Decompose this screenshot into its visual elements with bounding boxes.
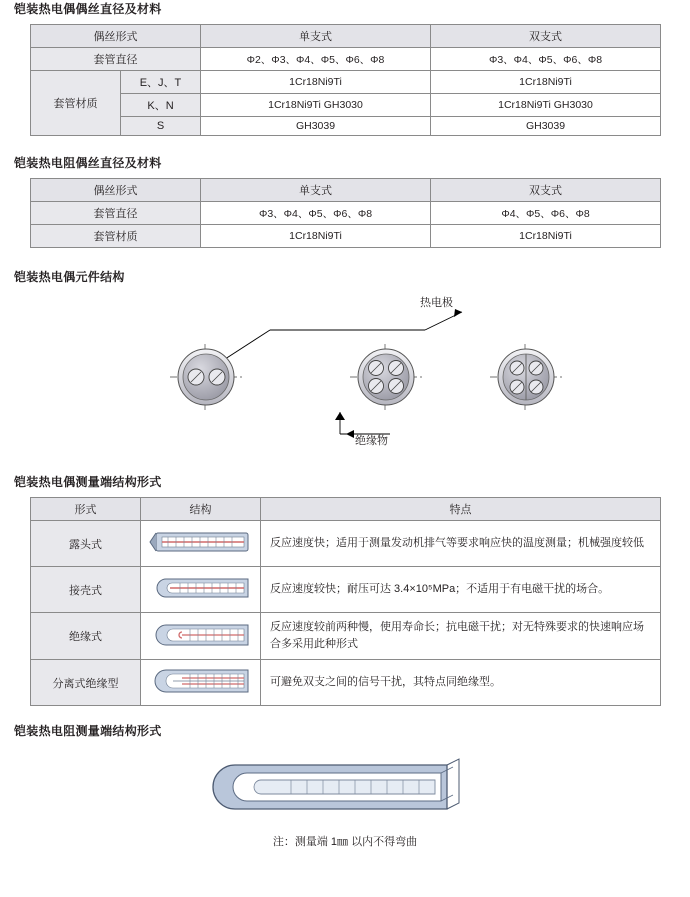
- figure-label-insulation: 绝缘物: [355, 435, 388, 447]
- table3-row2-type: 绝缘式: [31, 613, 141, 660]
- table1-row0-double: Φ3、Φ4、Φ5、Φ6、Φ8: [431, 48, 661, 71]
- table-measuring-end: [30, 497, 661, 706]
- table3-row1-desc: 反应速度较快；耐压可达 3.4×10⁵MPa；不适用于有电磁干扰的场合。: [261, 567, 661, 613]
- table3-row1-type: 接壳式: [31, 567, 141, 613]
- table-row: [31, 117, 661, 136]
- table-row: [31, 48, 661, 71]
- table2-header-2: 双支式: [431, 179, 661, 202]
- figure-exposed-junction: [141, 521, 261, 567]
- table-row: [31, 179, 661, 202]
- table2-row1-label: 套管材质: [31, 225, 201, 248]
- table1-row1-single: 1Cr18Ni9Ti: [201, 71, 431, 94]
- table1-row1-double: 1Cr18Ni9Ti: [431, 71, 661, 94]
- table3-row3-desc: 可避免双支之间的信号干扰，其特点同绝缘型。: [261, 660, 661, 706]
- table3-row3-type: 分离式绝缘型: [31, 660, 141, 706]
- table1-row0-single: Φ2、Φ3、Φ4、Φ5、Φ6、Φ8: [201, 48, 431, 71]
- section-thermocouple-wire: [0, 0, 690, 136]
- figure-grounded-junction: [141, 567, 261, 613]
- table2-row0-single: Φ3、Φ4、Φ5、Φ6、Φ8: [201, 202, 431, 225]
- cross-section-4-wire-separated: [490, 344, 562, 410]
- table3-header-2: 特点: [261, 498, 661, 521]
- rtd-note: 注：测量端 1㎜ 以内不得弯曲: [272, 836, 418, 849]
- figure-element-structure: [30, 292, 660, 467]
- table1-material-label: 套管材质: [31, 71, 121, 136]
- table3-row2-desc: 反应速度较前两种慢，使用寿命长；抗电磁干扰；对无特殊要求的快速响应场合多采用此种形式: [261, 613, 661, 660]
- table-row: [31, 567, 661, 613]
- table-row: [31, 71, 661, 94]
- grounded-junction-svg: [146, 571, 256, 605]
- table2-header-1: 单支式: [201, 179, 431, 202]
- table-row: [31, 94, 661, 117]
- table-row: [31, 613, 661, 660]
- cross-section-4-wire: [350, 344, 422, 410]
- table1-header-0: 偶丝形式: [31, 25, 201, 48]
- exposed-junction-svg: [146, 525, 256, 559]
- figure-rtd-measuring-end: [195, 747, 495, 827]
- section-title-3: 铠装热电偶元件结构: [14, 270, 125, 284]
- table1-row0-label: 套管直径: [31, 48, 201, 71]
- separated-insulated-junction-svg: [146, 664, 256, 698]
- figure-insulated-junction: [141, 613, 261, 660]
- table2-header-0: 偶丝形式: [31, 179, 201, 202]
- table-row: [31, 25, 661, 48]
- table1-row3-double: GH3039: [431, 117, 661, 136]
- section-title-5: 铠装热电阻测量端结构形式: [14, 724, 162, 739]
- table-row: [31, 498, 661, 521]
- section-title-1: 铠装热电偶偶丝直径及材料: [14, 2, 162, 16]
- table3-header-1: 结构: [141, 498, 261, 521]
- table1-row2-single: 1Cr18Ni9Ti GH3030: [201, 94, 431, 117]
- section-rtd-wire: [0, 154, 690, 248]
- section-measuring-end: [0, 473, 690, 706]
- rtd-measuring-end-svg: [195, 747, 495, 827]
- cross-section-2-wire: [170, 344, 242, 410]
- element-structure-svg: [30, 292, 660, 467]
- table3-row0-desc: 反应速度快；适用于测量发动机排气等要求响应快的温度测量；机械强度较低: [261, 521, 661, 567]
- table2-row1-single: 1Cr18Ni9Ti: [201, 225, 431, 248]
- section-element-structure: [0, 268, 690, 467]
- table-row: [31, 521, 661, 567]
- table-rtd-wire: [30, 178, 661, 248]
- table2-row0-label: 套管直径: [31, 202, 201, 225]
- table-row: [31, 225, 661, 248]
- table1-row3-sub: S: [121, 117, 201, 136]
- table-thermocouple-wire: [30, 24, 661, 136]
- table-row: [31, 660, 661, 706]
- table1-row3-single: GH3039: [201, 117, 431, 136]
- table1-header-1: 单支式: [201, 25, 431, 48]
- section-title-2: 铠装热电阻偶丝直径及材料: [14, 156, 162, 170]
- table1-row2-double: 1Cr18Ni9Ti GH3030: [431, 94, 661, 117]
- section-rtd-measuring-end: [0, 722, 690, 849]
- table2-row1-double: 1Cr18Ni9Ti: [431, 225, 661, 248]
- table3-row0-type: 露头式: [31, 521, 141, 567]
- figure-separated-insulated-junction: [141, 660, 261, 706]
- table2-row0-double: Φ4、Φ5、Φ6、Φ8: [431, 202, 661, 225]
- table-row: [31, 202, 661, 225]
- table1-header-2: 双支式: [431, 25, 661, 48]
- insulated-junction-svg: [146, 618, 256, 652]
- figure-label-electrode: 热电极: [420, 297, 453, 309]
- table3-header-0: 形式: [31, 498, 141, 521]
- table1-row1-sub: E、J、T: [121, 71, 201, 94]
- table1-row2-sub: K、N: [121, 94, 201, 117]
- section-title-4: 铠装热电偶测量端结构形式: [14, 475, 162, 489]
